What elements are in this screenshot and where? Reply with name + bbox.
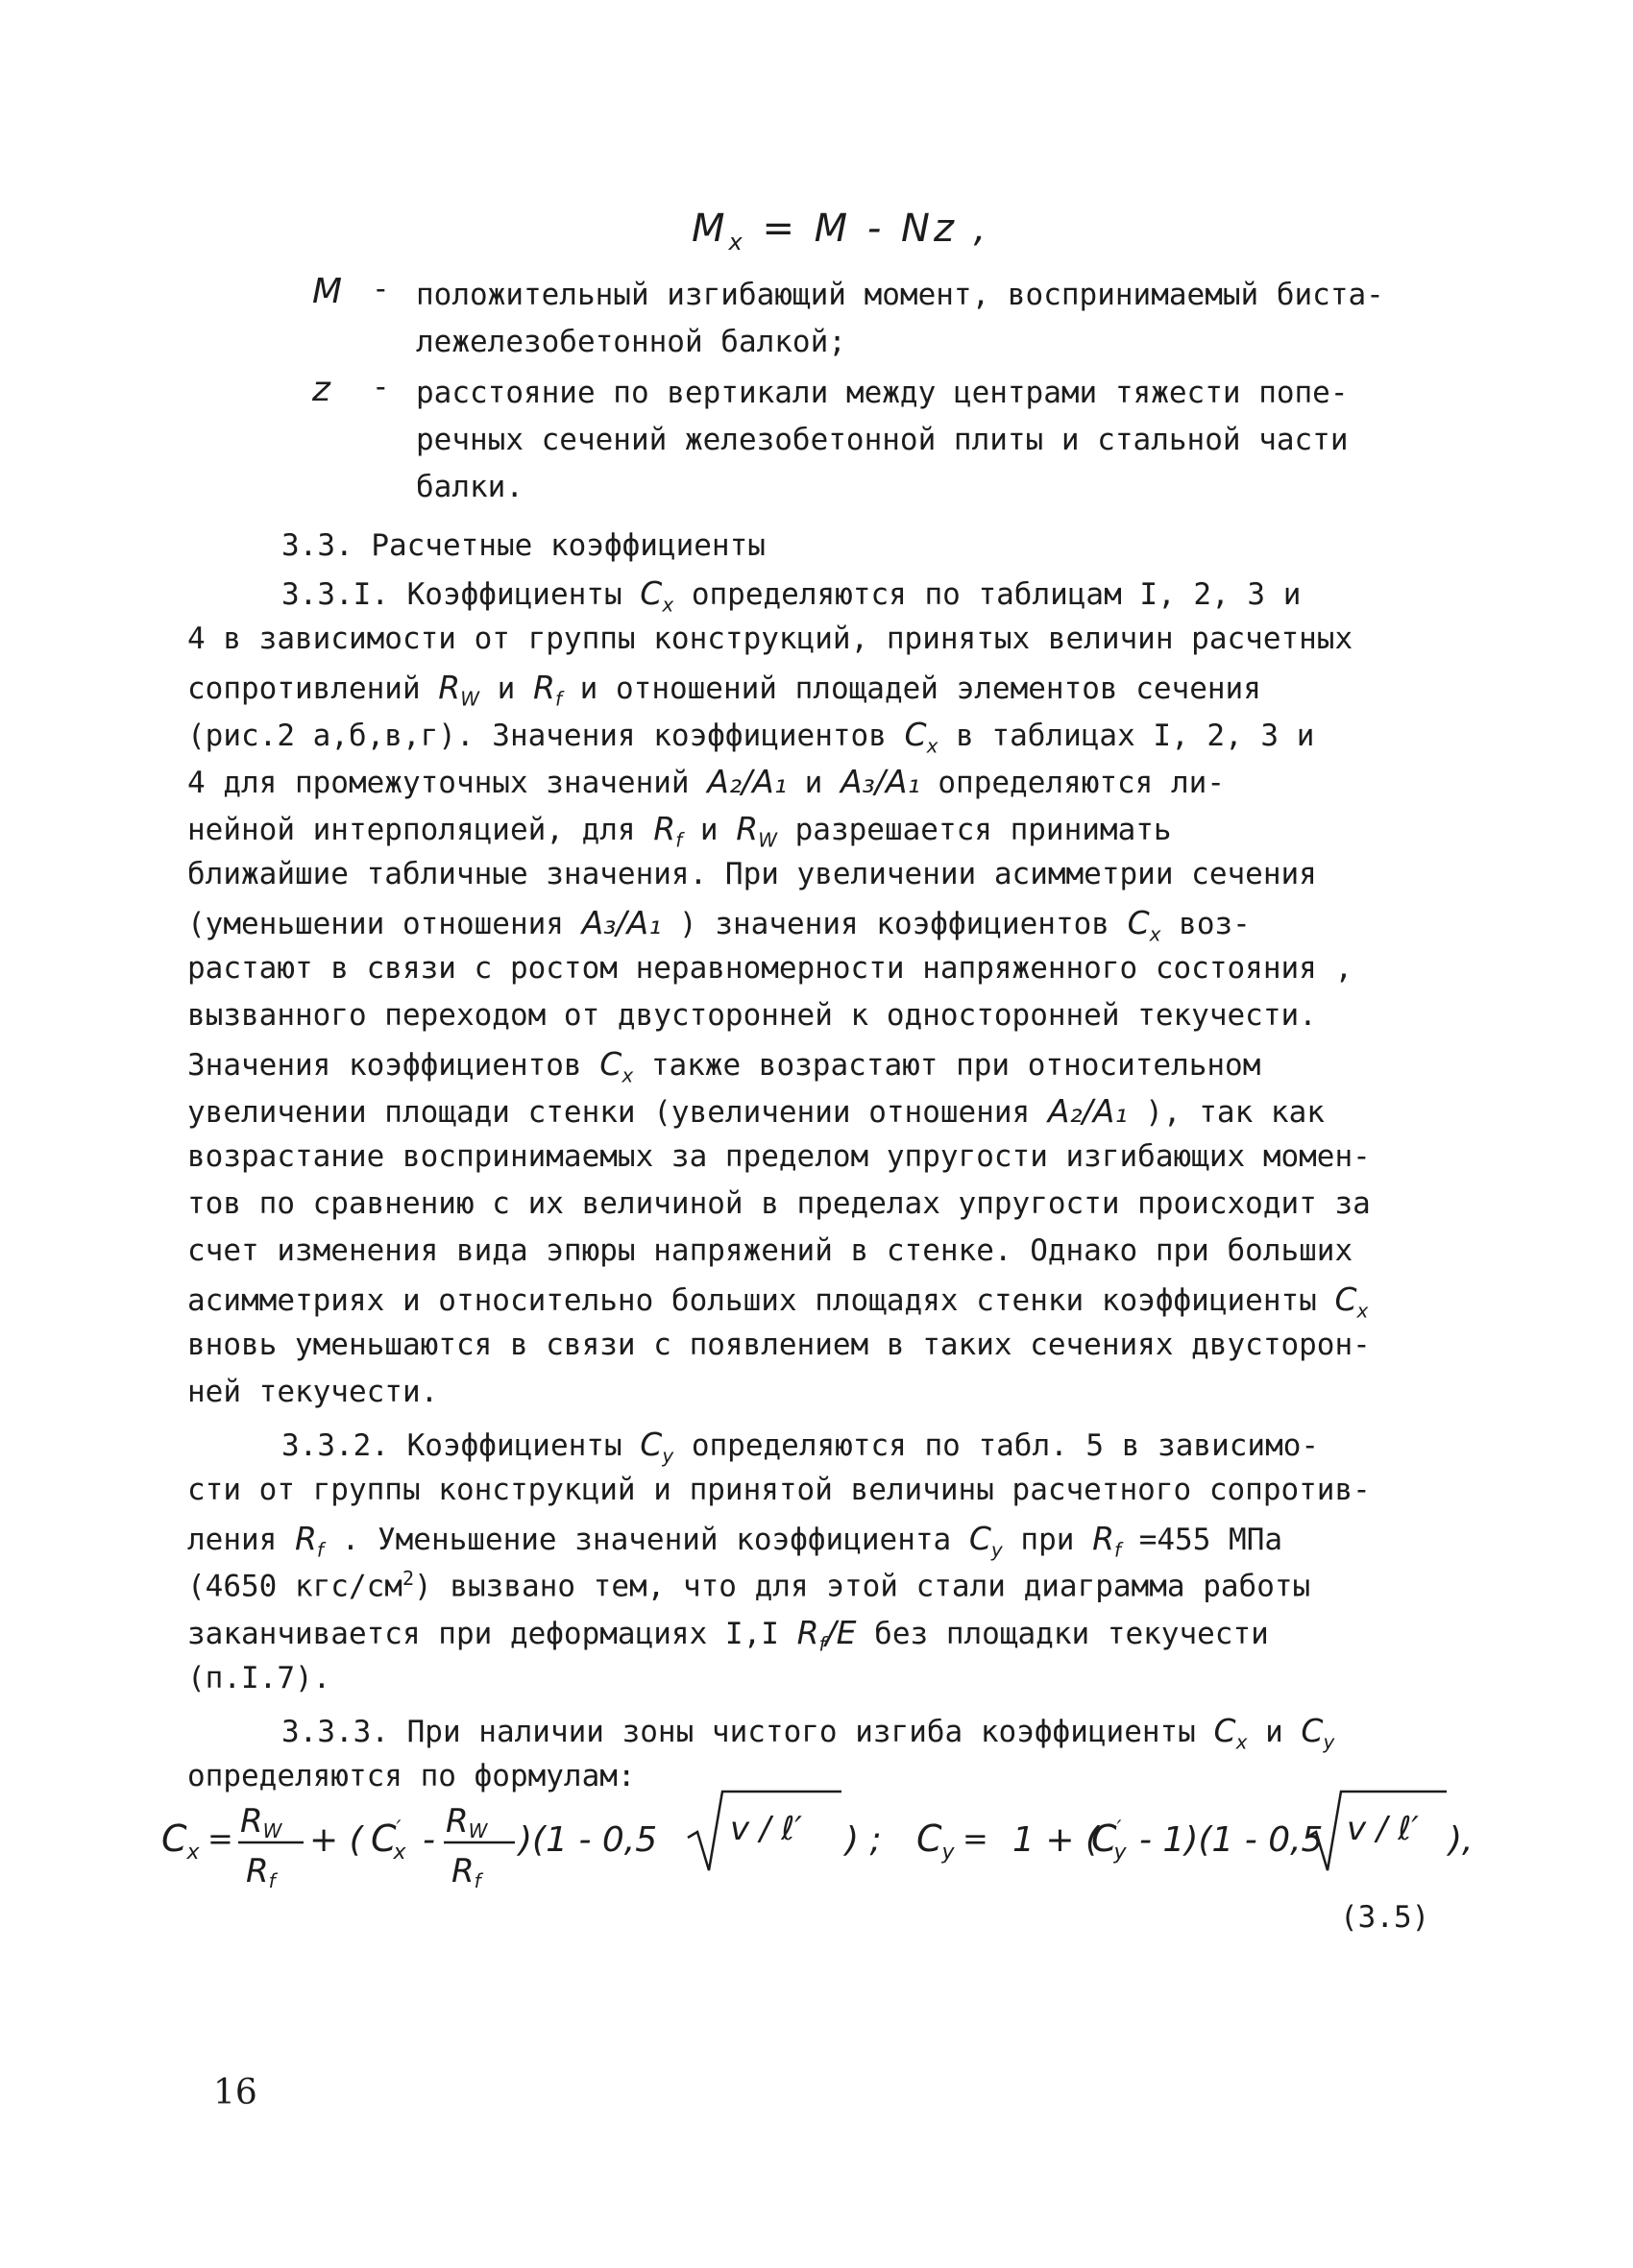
text: . Уменьшение значений коэффициента	[323, 1523, 969, 1557]
p331-line	[187, 1280, 1368, 1323]
frac1-num: RW	[240, 1802, 282, 1842]
p331-line	[187, 1045, 1260, 1087]
close-paren: ),	[1449, 1820, 1474, 1860]
text: и	[1247, 1715, 1302, 1749]
p331-line: счет изменения вида эпюры напряжений в стенке. Однако при больших	[187, 1233, 1353, 1268]
part2a: 1 + (	[1012, 1820, 1099, 1860]
p331-line	[187, 810, 1172, 852]
radicand: v / ℓ′	[1347, 1810, 1419, 1848]
symbol-cx: $C_x$	[599, 1045, 634, 1087]
formula-3-5	[161, 1782, 1506, 1916]
p331-line: ней текучести.	[187, 1375, 439, 1409]
text: 3.3.2. Коэффициенты	[281, 1428, 641, 1463]
text: и	[479, 671, 534, 706]
p332-line	[281, 1426, 1319, 1468]
p333-line	[281, 1712, 1334, 1754]
text: определяются по таблицам I, 2, 3 и	[673, 577, 1302, 612]
p332-line	[187, 1567, 1310, 1603]
formula-lhs-sub: x	[728, 229, 746, 256]
definition-line: лежелезобетонной балкой;	[416, 325, 846, 359]
ratio-a3-a1: A₃/A₁	[581, 904, 662, 941]
factor1: )(1 - 0,5	[519, 1820, 658, 1860]
frac2-num: RW	[446, 1802, 488, 1842]
text: увеличении площади стенки (увеличении отношения	[187, 1095, 1048, 1130]
definition-dash: -	[372, 370, 390, 404]
p331-line: тов по сравнению с их величиной в пределах упругости происходит за	[187, 1186, 1371, 1221]
text: (уменьшении отношения	[187, 907, 582, 941]
text: =455 МПа	[1121, 1523, 1283, 1557]
definition-line: положительный изгибающий момент, воспринимаемый биста-	[416, 278, 1384, 312]
definition-line: балки.	[416, 470, 524, 504]
symbol-cy: $C_y$	[1301, 1712, 1335, 1754]
text: ) вызвано тем, что для этой стали диаграмма работы	[414, 1569, 1311, 1604]
definition-symbol: z	[312, 370, 330, 409]
cy-prime: C′ y	[1091, 1817, 1127, 1865]
cx-symbol: $C_x$	[161, 1817, 200, 1865]
text: сопротивлений	[187, 671, 439, 706]
close-paren: ) ;	[845, 1820, 882, 1860]
superscript: 2	[402, 1567, 415, 1590]
p332-line: сти от группы конструкций и принятой величины расчетного сопротив-	[187, 1473, 1371, 1507]
p331-line: вызванного переходом от двусторонней к односторонней текучести.	[187, 998, 1317, 1033]
symbol-cx: $C_x$	[904, 716, 938, 758]
definition-line: расстояние по вертикали между центрами тяжести попе-	[416, 376, 1349, 410]
symbol-rw: $R_W$	[736, 810, 777, 852]
text: воз-	[1160, 907, 1251, 941]
text: при	[1002, 1523, 1093, 1557]
p331-line: ближайшие табличные значения. При увеличении асимметрии сечения	[187, 857, 1317, 891]
equation-number: (3.5)	[1340, 1900, 1430, 1935]
equals: =	[963, 1820, 988, 1857]
text: в таблицах I, 2, 3 и	[938, 719, 1315, 753]
part2b: - 1)(1 - 0,5	[1139, 1820, 1324, 1860]
p332-line: (п.I.7).	[187, 1661, 331, 1695]
text: асимметриях и относительно больших площадях стенки коэффициенты	[187, 1283, 1335, 1318]
p331-line	[187, 1092, 1325, 1130]
ratio-a2-a1: A₂/A₁	[707, 763, 787, 800]
text: (4650 кгс/см	[187, 1569, 402, 1604]
symbol-cx: $C_x$	[1334, 1280, 1369, 1323]
text: 4 для промежуточных значений	[187, 766, 708, 800]
p331-line	[187, 763, 1225, 800]
symbol-rf: $R_f$	[533, 669, 562, 711]
equals: =	[207, 1820, 233, 1857]
text: без площадки текучести	[856, 1617, 1269, 1651]
page-number: 16	[213, 2073, 257, 2112]
text: ления	[187, 1523, 295, 1557]
p331-line	[187, 904, 1251, 946]
p331-line	[281, 574, 1301, 617]
definition-text	[416, 370, 1492, 511]
p331-line: вновь уменьшаются в связи с появлением в таких сечениях двусторон-	[187, 1328, 1371, 1362]
formula-lhs: M	[692, 207, 729, 251]
text: также возрастают при относительном	[633, 1048, 1261, 1083]
symbol-rf: $R_f$	[294, 1520, 324, 1562]
p331-line: возрастание воспринимаемых за пределом упругости изгибающих момен-	[187, 1139, 1371, 1174]
symbol-cx: $C_x$	[640, 574, 674, 617]
text: и отношений площадей элементов сечения	[562, 671, 1261, 706]
symbol-rf: $R_f$	[653, 810, 683, 852]
frac2-den: Rf	[451, 1852, 481, 1892]
symbol-cy: $C_y$	[640, 1426, 674, 1468]
text: разрешается принимать	[776, 813, 1172, 847]
text: и	[682, 813, 737, 847]
text: нейной интерполяцией, для	[187, 813, 654, 847]
definition-text	[416, 272, 1492, 366]
ratio-a2-a1: A₂/A₁	[1047, 1092, 1128, 1130]
radicand: v / ℓ′	[730, 1810, 802, 1848]
text: и	[786, 766, 841, 800]
symbol-cx: $C_x$	[1213, 1712, 1248, 1754]
cx-prime: C′ x	[371, 1817, 406, 1865]
symbol-cy: $C_y$	[968, 1520, 1003, 1562]
text: (рис.2 а,б,в,г). Значения коэффициентов	[187, 719, 905, 753]
p332-line	[187, 1614, 1269, 1656]
text: заканчивается при деформациях I,I	[187, 1617, 797, 1651]
p331-line: растают в связи с ростом неравномерности напряженного состояния ,	[187, 951, 1353, 986]
formula-rhs: = M - Nz ,	[762, 207, 990, 251]
text: ), так как	[1127, 1095, 1325, 1130]
text: определяются ли-	[919, 766, 1225, 800]
text: 3.3.3. При наличии зоны чистого изгиба коэффициенты	[281, 1715, 1214, 1749]
cy-symbol: $C_y$	[916, 1817, 955, 1865]
moment-formula	[692, 207, 989, 256]
section-heading: 3.3. Расчетные коэффициенты	[281, 528, 766, 563]
definition-line: речных сечений железобетонной плиты и стальной части	[416, 423, 1349, 457]
p332-line	[187, 1520, 1282, 1562]
symbol-cx: $C_x$	[1127, 904, 1161, 946]
definition-symbol: M	[312, 272, 343, 311]
p331-line	[187, 669, 1261, 711]
frac1-den: Rf	[246, 1852, 276, 1892]
minus: -	[423, 1820, 435, 1860]
plus-paren: + (	[309, 1820, 363, 1860]
p331-line: 4 в зависимости от группы конструкций, принятых величин расчетных	[187, 622, 1353, 656]
text: определяются по табл. 5 в зависимо-	[673, 1428, 1320, 1463]
text: 3.3.I. Коэффициенты	[281, 577, 641, 612]
p333-line: определяются по формулам:	[187, 1759, 636, 1793]
symbol-rf: $R_f$	[1092, 1520, 1122, 1562]
definition-dash: -	[372, 272, 390, 306]
p331-line	[187, 716, 1314, 758]
text: ) значения коэффициентов	[661, 907, 1128, 941]
ratio-a3-a1: A₃/A₁	[840, 763, 920, 800]
symbol-rf-e: $R_f/E$	[796, 1614, 857, 1656]
text: Значения коэффициентов	[187, 1048, 600, 1083]
symbol-rw: $R_W$	[438, 669, 480, 711]
